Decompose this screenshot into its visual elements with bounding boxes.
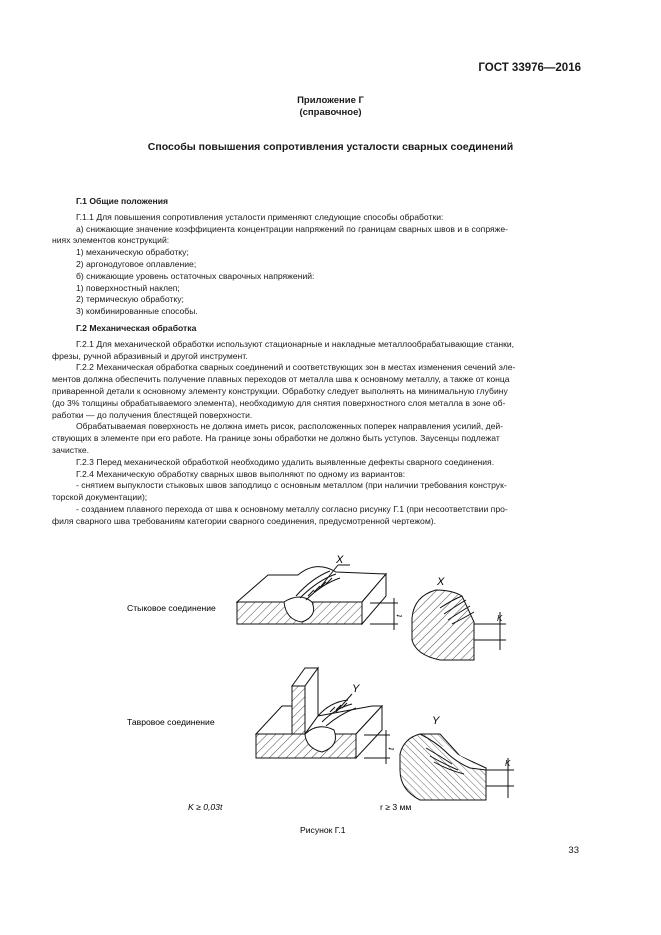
paragraph: Г.2.2 Механическая обработка сварных соединений и соответствующих зон в местах изменения сечений эле- [76,362,516,373]
list-item: 2) термическую обработку; [76,294,184,305]
mark-x: X [336,554,344,566]
paragraph: Г.2.4 Механическую обработку сварных швов выполняют по одному из вариантов: [76,468,406,479]
mark-y: Y [352,683,360,695]
tee-joint-drawing [256,668,390,764]
paragraph: Г.2.1 Для механической обработки используют стационарные и накладные металлообрабатывающие станки, [76,338,515,349]
figure-caption: Рисунок Г.1 [300,825,346,835]
list-item: 1) поверхностный наклеп; [76,282,180,293]
mark-x-detail: X [437,576,445,588]
butt-joint-drawing [237,565,398,630]
paragraph: филя сварного шва требованиям категории сварного соединения, предусмотренной чертежом). [52,515,436,526]
paragraph: торской документации); [52,492,148,503]
mark-k-butt: K [497,614,503,623]
detail-x-drawing [412,590,506,660]
label-butt-joint: Стыковое соединение [127,603,216,613]
page-number: 33 [568,845,579,856]
paragraph: ствующих в элементе при его работе. На границе зоны обработки не должно быть уступов. Заусенцы подлежат [52,433,500,444]
section-heading-g1: Г.1 Общие положения [76,196,168,206]
list-item: 1) механическую обработку; [76,247,189,258]
mark-k-tee: K [505,759,511,768]
section-heading-g2: Г.2 Механическая обработка [76,322,197,333]
text-line: Г.1.1 Для повышения сопротивления усталости применяют следующие способы обработки: [76,211,444,222]
detail-y-drawing [400,734,514,800]
label-tee-joint: Тавровое соединение [127,717,215,727]
paragraph: работки — до получения блестящей поверхности. [52,409,253,420]
paragraph: фрезы, ручной абразивный и другой инструмент. [52,350,248,361]
paragraph: зачистке. [52,444,90,455]
paragraph: ментов должна обеспечить получение плавных переходов от металла шва к основному металлу, а также от конца [52,374,510,385]
appendix-type: (справочное) [299,107,362,118]
mark-y-detail: Y [432,715,440,727]
paragraph: б) снижающие уровень остаточных сварочных напряжений: [76,270,315,281]
paragraph: приваренной детали к основному элементу конструкции. Обработку следует выполнять на минимальную глубину [52,385,508,396]
paragraph: Обрабатываемая поверхность не должна иметь рисок, расположенных поперек направления усилий, дей- [76,421,504,432]
text-line: ниях элементов конструкций: [52,235,170,246]
mark-t-tee: t [387,747,396,750]
page-title: Способы повышения сопротивления усталости сварных соединений [147,141,514,153]
paragraph: - созданием плавного перехода от шва к основному металлу согласно рисунку Г.1 (при несоответствии про- [76,503,508,514]
formula-r: r ≥ 3 мм [380,802,412,812]
formula-k: K ≥ 0,03t [188,802,223,812]
list-item: 3) комбинированные способы. [76,306,198,317]
paragraph: Г.2.3 Перед механической обработкой необходимо удалить выявленные дефекты сварного соединения. [76,456,495,467]
mark-t-butt: t [395,614,404,617]
appendix-label: Приложение Г [297,95,364,106]
text-line: а) снижающие значение коэффициента концентрации напряжений по границам сварных швов и в сопряже- [76,223,509,234]
document-id: ГОСТ 33976—2016 [478,62,581,74]
list-item: 2) аргонодуговое оплавление; [76,258,197,269]
paragraph: - снятием выпуклости стыковых швов заподлицо с основным металлом (при наличии требования конструк- [76,480,507,491]
paragraph: (до 3% толщины обрабатываемого элемента), необходимую для снятия поверхностного слоя металла в зоне об- [52,397,506,408]
